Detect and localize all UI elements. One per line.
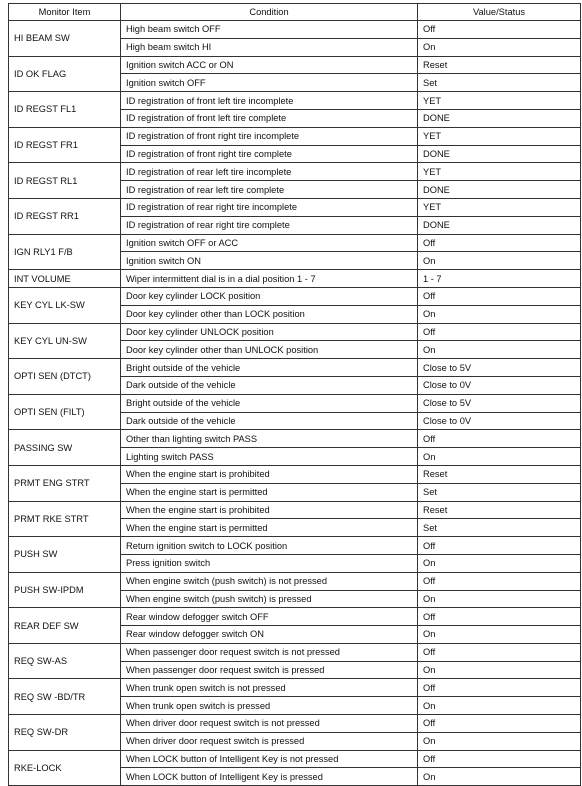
monitor-item-cell: ID OK FLAG — [9, 56, 121, 92]
condition-cell: Return ignition switch to LOCK position — [121, 537, 418, 555]
condition-cell: When passenger door request switch is pressed — [121, 661, 418, 679]
condition-cell: High beam switch OFF — [121, 21, 418, 39]
value-status-cell: YET — [418, 163, 581, 181]
condition-cell: When trunk open switch is pressed — [121, 697, 418, 715]
value-status-cell: Off — [418, 572, 581, 590]
table-row — [9, 198, 581, 216]
table-row — [9, 430, 581, 448]
value-status-cell: YET — [418, 127, 581, 145]
monitor-item-cell: REQ SW-DR — [9, 715, 121, 751]
value-status-cell: Reset — [418, 465, 581, 483]
condition-cell: When engine switch (push switch) is not pressed — [121, 572, 418, 590]
condition-cell: Ignition switch OFF — [121, 74, 418, 92]
condition-cell: ID registration of rear right tire incomplete — [121, 198, 418, 216]
condition-cell: When the engine start is prohibited — [121, 501, 418, 519]
table-row — [9, 750, 581, 768]
condition-cell: Lighting switch PASS — [121, 448, 418, 466]
monitor-item-cell: PRMT RKE STRT — [9, 501, 121, 537]
condition-cell: ID registration of rear left tire incomplete — [121, 163, 418, 181]
condition-cell: ID registration of rear left tire complete — [121, 181, 418, 199]
condition-cell: When LOCK button of Intelligent Key is pressed — [121, 768, 418, 786]
table-row — [9, 572, 581, 590]
table-row — [9, 715, 581, 733]
value-status-cell: Off — [418, 234, 581, 252]
value-status-cell: Off — [418, 537, 581, 555]
value-status-cell: Off — [418, 323, 581, 341]
condition-cell: When engine switch (push switch) is pressed — [121, 590, 418, 608]
monitor-item-cell: PUSH SW — [9, 537, 121, 573]
table-row — [9, 323, 581, 341]
condition-cell: Door key cylinder other than UNLOCK position — [121, 341, 418, 359]
condition-cell: When the engine start is permitted — [121, 519, 418, 537]
table-body — [9, 21, 581, 786]
value-status-cell: Off — [418, 679, 581, 697]
condition-cell: When driver door request switch is pressed — [121, 732, 418, 750]
value-status-cell: Close to 0V — [418, 412, 581, 430]
monitor-item-cell: REQ SW -BD/TR — [9, 679, 121, 715]
header-monitor-item: Monitor Item — [9, 4, 121, 21]
value-status-cell: Off — [418, 287, 581, 305]
value-status-cell: DONE — [418, 216, 581, 234]
monitor-item-table — [8, 3, 581, 786]
value-status-cell: Set — [418, 519, 581, 537]
monitor-item-cell: ID REGST RR1 — [9, 198, 121, 234]
condition-cell: Ignition switch OFF or ACC — [121, 234, 418, 252]
monitor-item-cell: REAR DEF SW — [9, 608, 121, 644]
condition-cell: Dark outside of the vehicle — [121, 376, 418, 394]
condition-cell: Door key cylinder other than LOCK position — [121, 305, 418, 323]
monitor-item-cell: PRMT ENG STRT — [9, 465, 121, 501]
table-row — [9, 465, 581, 483]
monitor-item-cell: HI BEAM SW — [9, 21, 121, 57]
condition-cell: Door key cylinder LOCK position — [121, 287, 418, 305]
condition-cell: Other than lighting switch PASS — [121, 430, 418, 448]
value-status-cell: On — [418, 341, 581, 359]
value-status-cell: Off — [418, 715, 581, 733]
table-row — [9, 359, 581, 377]
monitor-item-cell: ID REGST FR1 — [9, 127, 121, 163]
condition-cell: When LOCK button of Intelligent Key is not pressed — [121, 750, 418, 768]
value-status-cell: Set — [418, 483, 581, 501]
table-row — [9, 537, 581, 555]
monitor-item-cell: KEY CYL LK-SW — [9, 287, 121, 323]
condition-cell: When the engine start is prohibited — [121, 465, 418, 483]
value-status-cell: Close to 5V — [418, 359, 581, 377]
monitor-item-cell: PUSH SW-IPDM — [9, 572, 121, 608]
condition-cell: Wiper intermittent dial is in a dial position 1 - 7 — [121, 270, 418, 288]
header-condition: Condition — [121, 4, 418, 21]
table-row — [9, 56, 581, 74]
monitor-item-cell: PASSING SW — [9, 430, 121, 466]
monitor-table-page — [8, 3, 580, 786]
value-status-cell: DONE — [418, 181, 581, 199]
table-row — [9, 501, 581, 519]
value-status-cell: 1 - 7 — [418, 270, 581, 288]
condition-cell: Door key cylinder UNLOCK position — [121, 323, 418, 341]
value-status-cell: On — [418, 768, 581, 786]
table-row — [9, 608, 581, 626]
value-status-cell: On — [418, 626, 581, 644]
value-status-cell: DONE — [418, 145, 581, 163]
monitor-item-cell: RKE-LOCK — [9, 750, 121, 786]
condition-cell: When the engine start is permitted — [121, 483, 418, 501]
value-status-cell: DONE — [418, 109, 581, 127]
value-status-cell: On — [418, 448, 581, 466]
condition-cell: ID registration of front left tire complete — [121, 109, 418, 127]
table-row — [9, 92, 581, 110]
condition-cell: When driver door request switch is not pressed — [121, 715, 418, 733]
value-status-cell: Off — [418, 430, 581, 448]
monitor-item-cell: IGN RLY1 F/B — [9, 234, 121, 270]
monitor-item-cell: INT VOLUME — [9, 270, 121, 288]
value-status-cell: On — [418, 252, 581, 270]
condition-cell: ID registration of front right tire incomplete — [121, 127, 418, 145]
table-header-row — [9, 4, 581, 21]
condition-cell: Bright outside of the vehicle — [121, 359, 418, 377]
value-status-cell: On — [418, 38, 581, 56]
condition-cell: When passenger door request switch is not pressed — [121, 643, 418, 661]
condition-cell: Rear window defogger switch ON — [121, 626, 418, 644]
table-row — [9, 127, 581, 145]
monitor-item-cell: OPTI SEN (DTCT) — [9, 359, 121, 395]
condition-cell: ID registration of rear right tire complete — [121, 216, 418, 234]
condition-cell: Press ignition switch — [121, 554, 418, 572]
table-row — [9, 163, 581, 181]
value-status-cell: Reset — [418, 56, 581, 74]
table-row — [9, 21, 581, 39]
value-status-cell: On — [418, 661, 581, 679]
value-status-cell: YET — [418, 92, 581, 110]
value-status-cell: On — [418, 554, 581, 572]
value-status-cell: On — [418, 732, 581, 750]
table-row — [9, 679, 581, 697]
value-status-cell: Off — [418, 608, 581, 626]
table-row — [9, 234, 581, 252]
condition-cell: Ignition switch ACC or ON — [121, 56, 418, 74]
value-status-cell: YET — [418, 198, 581, 216]
value-status-cell: Reset — [418, 501, 581, 519]
condition-cell: ID registration of front left tire incomplete — [121, 92, 418, 110]
value-status-cell: Off — [418, 643, 581, 661]
monitor-item-cell: KEY CYL UN-SW — [9, 323, 121, 359]
value-status-cell: Set — [418, 74, 581, 92]
value-status-cell: Off — [418, 750, 581, 768]
monitor-item-cell: OPTI SEN (FILT) — [9, 394, 121, 430]
condition-cell: ID registration of front right tire complete — [121, 145, 418, 163]
table-row — [9, 287, 581, 305]
header-value-status: Value/Status — [418, 4, 581, 21]
table-row — [9, 643, 581, 661]
condition-cell: Rear window defogger switch OFF — [121, 608, 418, 626]
monitor-item-cell: REQ SW-AS — [9, 643, 121, 679]
condition-cell: Bright outside of the vehicle — [121, 394, 418, 412]
condition-cell: Dark outside of the vehicle — [121, 412, 418, 430]
value-status-cell: Off — [418, 21, 581, 39]
monitor-item-cell: ID REGST RL1 — [9, 163, 121, 199]
table-row — [9, 394, 581, 412]
condition-cell: High beam switch HI — [121, 38, 418, 56]
monitor-item-cell: ID REGST FL1 — [9, 92, 121, 128]
value-status-cell: On — [418, 305, 581, 323]
condition-cell: Ignition switch ON — [121, 252, 418, 270]
value-status-cell: On — [418, 697, 581, 715]
condition-cell: When trunk open switch is not pressed — [121, 679, 418, 697]
value-status-cell: Close to 5V — [418, 394, 581, 412]
value-status-cell: On — [418, 590, 581, 608]
value-status-cell: Close to 0V — [418, 376, 581, 394]
table-row — [9, 270, 581, 288]
